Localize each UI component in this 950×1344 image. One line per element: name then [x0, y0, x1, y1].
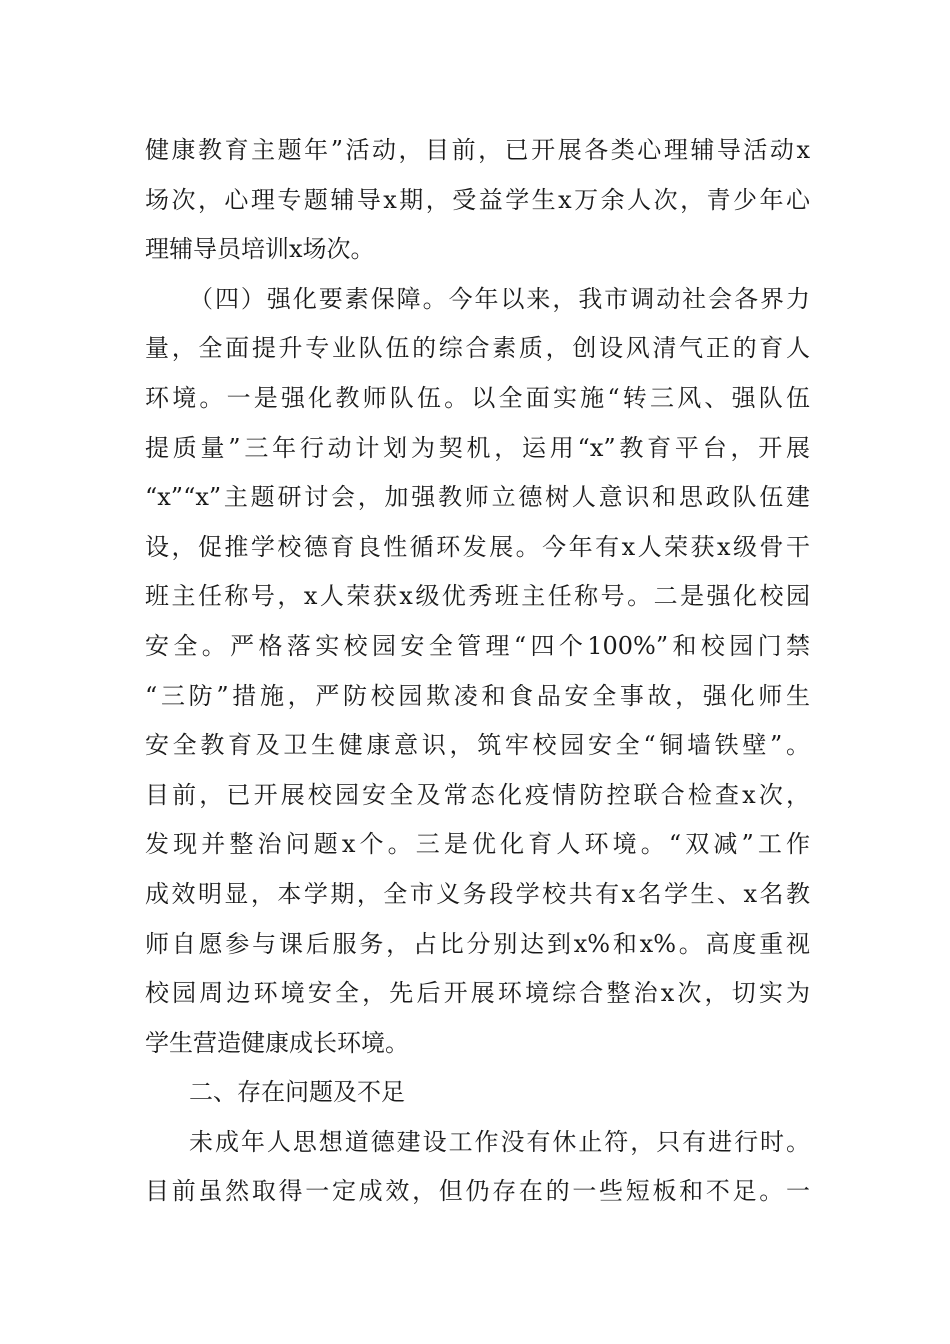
text-line: 成效明显，本学期，全市义务段学校共有x名学生、x名教	[145, 879, 810, 908]
text-line: 提质量”三年行动计划为契机，运用“x”教育平台，开展	[145, 433, 810, 462]
text-line: 理辅导员培训x场次。	[145, 235, 375, 264]
text-line: “三防”措施，严防校园欺凌和食品安全事故，强化师生	[145, 681, 810, 710]
document-body	[145, 126, 810, 1217]
text-line: 健康教育主题年”活动，目前，已开展各类心理辅导活动x	[145, 136, 810, 164]
text-line: 环境。一是强化教师队伍。以全面实施“转三风、强队伍	[145, 383, 810, 412]
text-line: 班主任称号，x人荣获x级优秀班主任称号。二是强化校园	[145, 582, 810, 611]
text-line: 设，促推学校德育良性循环发展。今年有x人荣获x级骨干	[145, 532, 810, 561]
text-line: 校园周边环境安全，先后开展环境综合整治x次，切实为	[145, 979, 810, 1008]
text-line: 量，全面提升专业队伍的综合素质，创设风清气正的育人	[145, 334, 810, 363]
text-line: 未成年人思想道德建设工作没有休止符，只有进行时。	[189, 1127, 810, 1156]
text-line: 场次，心理专题辅导x期，受益学生x万余人次，青少年心	[145, 185, 810, 214]
text-line: 目前虽然取得一定成效，但仍存在的一些短板和不足。一	[145, 1177, 810, 1206]
text-line: 发现并整治问题x个。三是优化育人环境。“双减”工作	[145, 830, 810, 859]
text-line: 二、存在问题及不足	[189, 1078, 405, 1107]
text-line: 安全。严格落实校园安全管理“四个100%”和校园门禁	[145, 631, 810, 660]
text-line: 师自愿参与课后服务，占比分别达到x%和x%。高度重视	[145, 929, 810, 958]
text-line: 目前，已开展校园安全及常态化疫情防控联合检查x次，	[145, 780, 810, 809]
text-line: 安全教育及卫生健康意识，筑牢校园安全“铜墙铁壁”。	[145, 731, 810, 760]
text-line: （四）强化要素保障。今年以来，我市调动社会各界力	[189, 284, 810, 313]
text-line: 学生营造健康成长环境。	[145, 1028, 409, 1057]
text-line: “x”“x”主题研讨会，加强教师立德树人意识和思政队伍建	[145, 483, 810, 512]
